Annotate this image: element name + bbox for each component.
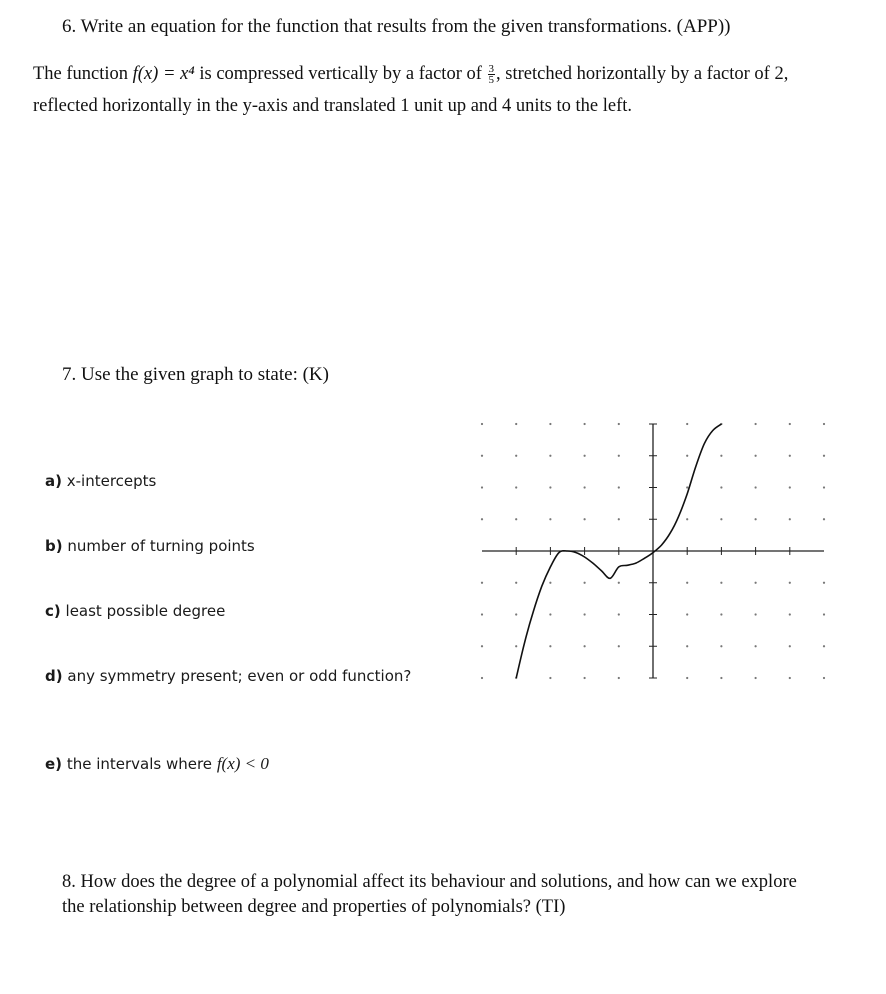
grid-dot [481, 613, 483, 615]
grid-dot [515, 486, 517, 488]
grid-dot [618, 613, 620, 615]
grid-dot [789, 455, 791, 457]
grid-dot [584, 518, 586, 520]
grid-dot [584, 455, 586, 457]
grid-dot [720, 486, 722, 488]
q6-text-b: is compressed vertically by a factor of [194, 64, 487, 84]
q7-item-c-text: least possible degree [65, 602, 226, 620]
grid-dot [720, 613, 722, 615]
grid-dot [481, 455, 483, 457]
grid-dot [686, 613, 688, 615]
q7-item-d [45, 667, 411, 685]
grid-dot [549, 486, 551, 488]
q7-item-b-letter: b) [45, 537, 63, 555]
grid-dot [515, 613, 517, 615]
grid-dot [686, 645, 688, 647]
q6-text-c: , stretched horizontally by a factor of 2, reflected horizontally in the y-axis and translated 1 unit up and 4 units to the left. [33, 64, 789, 116]
grid-dot [789, 582, 791, 584]
grid-dot [789, 677, 791, 679]
grid-dot [481, 486, 483, 488]
grid-dot [755, 645, 757, 647]
grid-dot [823, 645, 825, 647]
grid-dot [789, 486, 791, 488]
polynomial-graph [478, 420, 828, 682]
q7-item-b-text: number of turning points [67, 537, 255, 555]
grid-dot [618, 455, 620, 457]
grid-dot [720, 455, 722, 457]
grid-dot [686, 455, 688, 457]
q7-item-a [45, 472, 156, 490]
grid-dot [823, 518, 825, 520]
q6-fraction [488, 64, 496, 85]
grid-dot [584, 645, 586, 647]
question-7-heading: 7. Use the given graph to state: (K) [62, 364, 329, 385]
grid-dot [618, 677, 620, 679]
grid-dot [549, 423, 551, 425]
grid-dot [823, 423, 825, 425]
grid-dot [481, 645, 483, 647]
grid-dot [686, 486, 688, 488]
grid-dot [515, 582, 517, 584]
grid-dot [755, 582, 757, 584]
grid-dot [549, 613, 551, 615]
q7-item-e [45, 754, 269, 774]
grid-dot [549, 582, 551, 584]
q7-item-d-text: any symmetry present; even or odd function? [67, 667, 412, 685]
q7-item-d-letter: d) [45, 667, 63, 685]
grid-dot [584, 613, 586, 615]
grid-dot [823, 677, 825, 679]
grid-dot [584, 486, 586, 488]
grid-dot [686, 518, 688, 520]
grid-dot [720, 645, 722, 647]
grid-dot [823, 486, 825, 488]
grid-dot [481, 518, 483, 520]
grid-dot [686, 423, 688, 425]
grid-dot [789, 613, 791, 615]
grid-dot [549, 455, 551, 457]
question-8-text: 8. How does the degree of a polynomial affect its behaviour and solutions, and how can we explore the relationship between degree and properties of polynomials? (TI) [62, 872, 797, 917]
q7-item-e-text: the intervals where [66, 755, 217, 773]
q7-item-c-letter: c) [45, 602, 61, 620]
grid-dot [720, 677, 722, 679]
q7-item-b [45, 537, 255, 555]
grid-dot [481, 582, 483, 584]
grid-dot [789, 518, 791, 520]
grid-dot [755, 455, 757, 457]
grid-dot [823, 613, 825, 615]
grid-dot [549, 518, 551, 520]
grid-dot [515, 518, 517, 520]
q7-item-e-math: f(x) < 0 [216, 754, 269, 773]
q7-item-e-letter: e) [45, 755, 63, 773]
grid-dot [755, 518, 757, 520]
question-6-heading: 6. Write an equation for the function that results from the given transformations. (APP)) [62, 16, 731, 37]
grid-dot [789, 645, 791, 647]
grid-dot [618, 582, 620, 584]
grid-dot [755, 486, 757, 488]
grid-dot [823, 582, 825, 584]
grid-dot [618, 423, 620, 425]
grid-dot [720, 582, 722, 584]
grid-dot [686, 677, 688, 679]
q7-item-c [45, 602, 225, 620]
grid-dot [481, 677, 483, 679]
grid-dot [549, 677, 551, 679]
q6-text-a: The function [33, 64, 133, 84]
question-6-text [33, 58, 853, 122]
grid-dot [789, 423, 791, 425]
grid-dot [823, 455, 825, 457]
q6-function: f(x) = x⁴ [132, 64, 195, 84]
grid-dot [481, 423, 483, 425]
grid-dot [549, 645, 551, 647]
q6-fraction-denominator: 5 [488, 74, 495, 87]
grid-dot [618, 486, 620, 488]
grid-dot [686, 582, 688, 584]
grid-dot [755, 677, 757, 679]
grid-dot [515, 455, 517, 457]
grid-dot [755, 423, 757, 425]
grid-dot [618, 645, 620, 647]
q7-item-a-letter: a) [45, 472, 62, 490]
grid-dot [584, 423, 586, 425]
grid-dot [515, 645, 517, 647]
grid-dot [720, 518, 722, 520]
grid-dot [515, 423, 517, 425]
grid-dot [618, 518, 620, 520]
q6-fraction-numerator: 3 [488, 63, 495, 76]
q7-item-a-text: x-intercepts [66, 472, 157, 490]
grid-dot [755, 613, 757, 615]
grid-dot [584, 677, 586, 679]
grid-dot [584, 582, 586, 584]
